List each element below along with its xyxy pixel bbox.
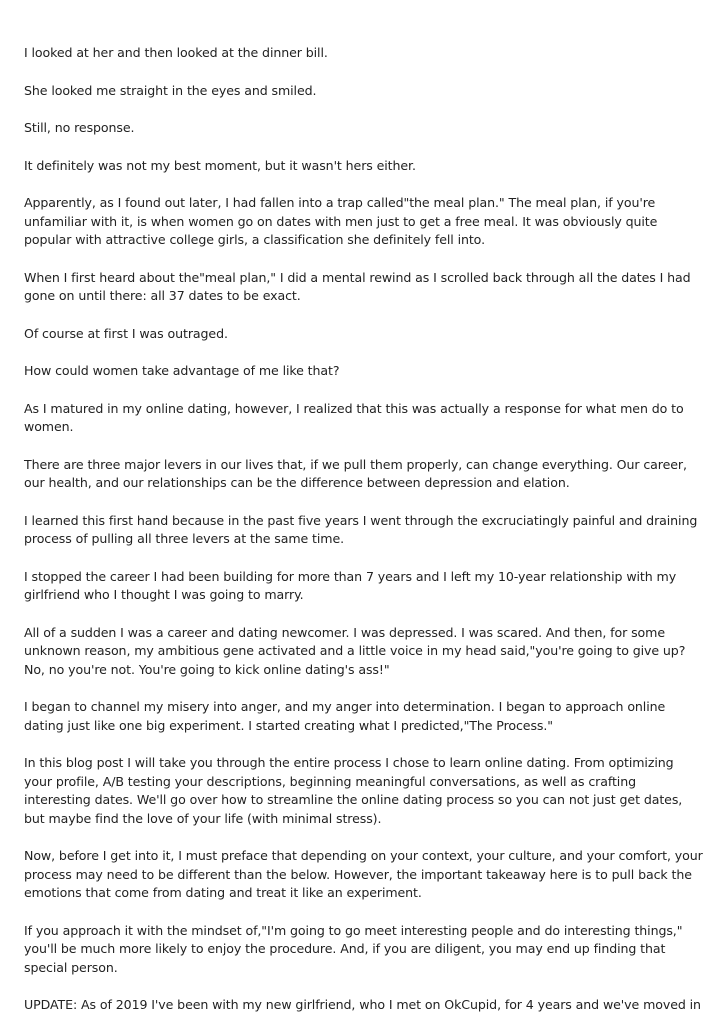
paragraph-7: Of course at first I was outraged. [24,325,228,341]
paragraph-4: It definitely was not my best moment, but it wasn't hers either. [24,157,416,173]
paragraph-10: There are three major levers in our lives that, if we pull them properly, can change everything. Our career, our health, and our relationships can be the difference between depression and elation. [24,456,687,490]
paragraph-15: In this blog post I will take you through the entire process I chose to learn online dating. From optimizing your profile, A/B testing your descriptions, beginning meaningful conversations, as well as crafting interesting dates. We'll go over how to streamline the online dating process so you can not just get dates, but maybe find the love of your life (with minimal stress). [24,755,683,826]
paragraph-12: I stopped the career I had been building for more than 7 years and I left my 10-year relationship with my girlfriend who I thought I was going to marry. [24,568,677,602]
paragraph-1: I looked at her and then looked at the dinner bill. [24,45,328,60]
paragraph-17: If you approach it with the mindset of,"I'm going to go meet interesting people and do interesting things," you'll be much more likely to enjoy the procedure. And, if you are diligent, you may end up finding that special person. [24,922,683,975]
paragraph-13: All of a sudden I was a career and dating newcomer. I was depressed. I was scared. And then, for some unknown reason, my ambitious gene activated and a little voice in my head said,"you're going to give up? No, no you're not. You're going to kick online dating's ass!" [24,624,686,677]
paragraph-6: When I first heard about the"meal plan," I did a mental rewind as I scrolled back through all the dates I had gone on until there: all 37 dates to be exact. [24,269,691,303]
paragraph-14: I began to channel my misery into anger, and my anger into determination. I began to approach online dating just like one big experiment. I started creating what I predicted,"The Process." [24,699,666,733]
paragraph-18: UPDATE: As of 2019 I've been with my new girlfriend, who I met on OkCupid, for 4 years and we've moved in [24,997,701,1012]
paragraph-3: Still, no response. [24,120,135,135]
paragraph-11: I learned this first hand because in the past five years I went through the excruciatingly painful and draining process of pulling all three levers at the same time. [24,512,698,546]
paragraph-9: As I matured in my online dating, however, I realized that this was actually a response for what men do to women. [24,400,684,434]
paragraph-2: She looked me straight in the eyes and smiled. [24,82,317,98]
article-body [24,44,704,1034]
paragraph-5: Apparently, as I found out later, I had fallen into a trap called"the meal plan." The meal plan, if you're unfamiliar with it, is when women go on dates with men just to get a free meal. It was obviously quite popular with attractive college girls, a classification she definitely fell into. [24,195,658,247]
paragraph-8: How could women take advantage of me like that? [24,363,340,378]
paragraph-16: Now, before I get into it, I must preface that depending on your context, your culture, and your comfort, your process may need to be different than the below. However, the important takeaway here is to pull back the emotions that come from dating and treat it like an experiment. [24,848,703,900]
